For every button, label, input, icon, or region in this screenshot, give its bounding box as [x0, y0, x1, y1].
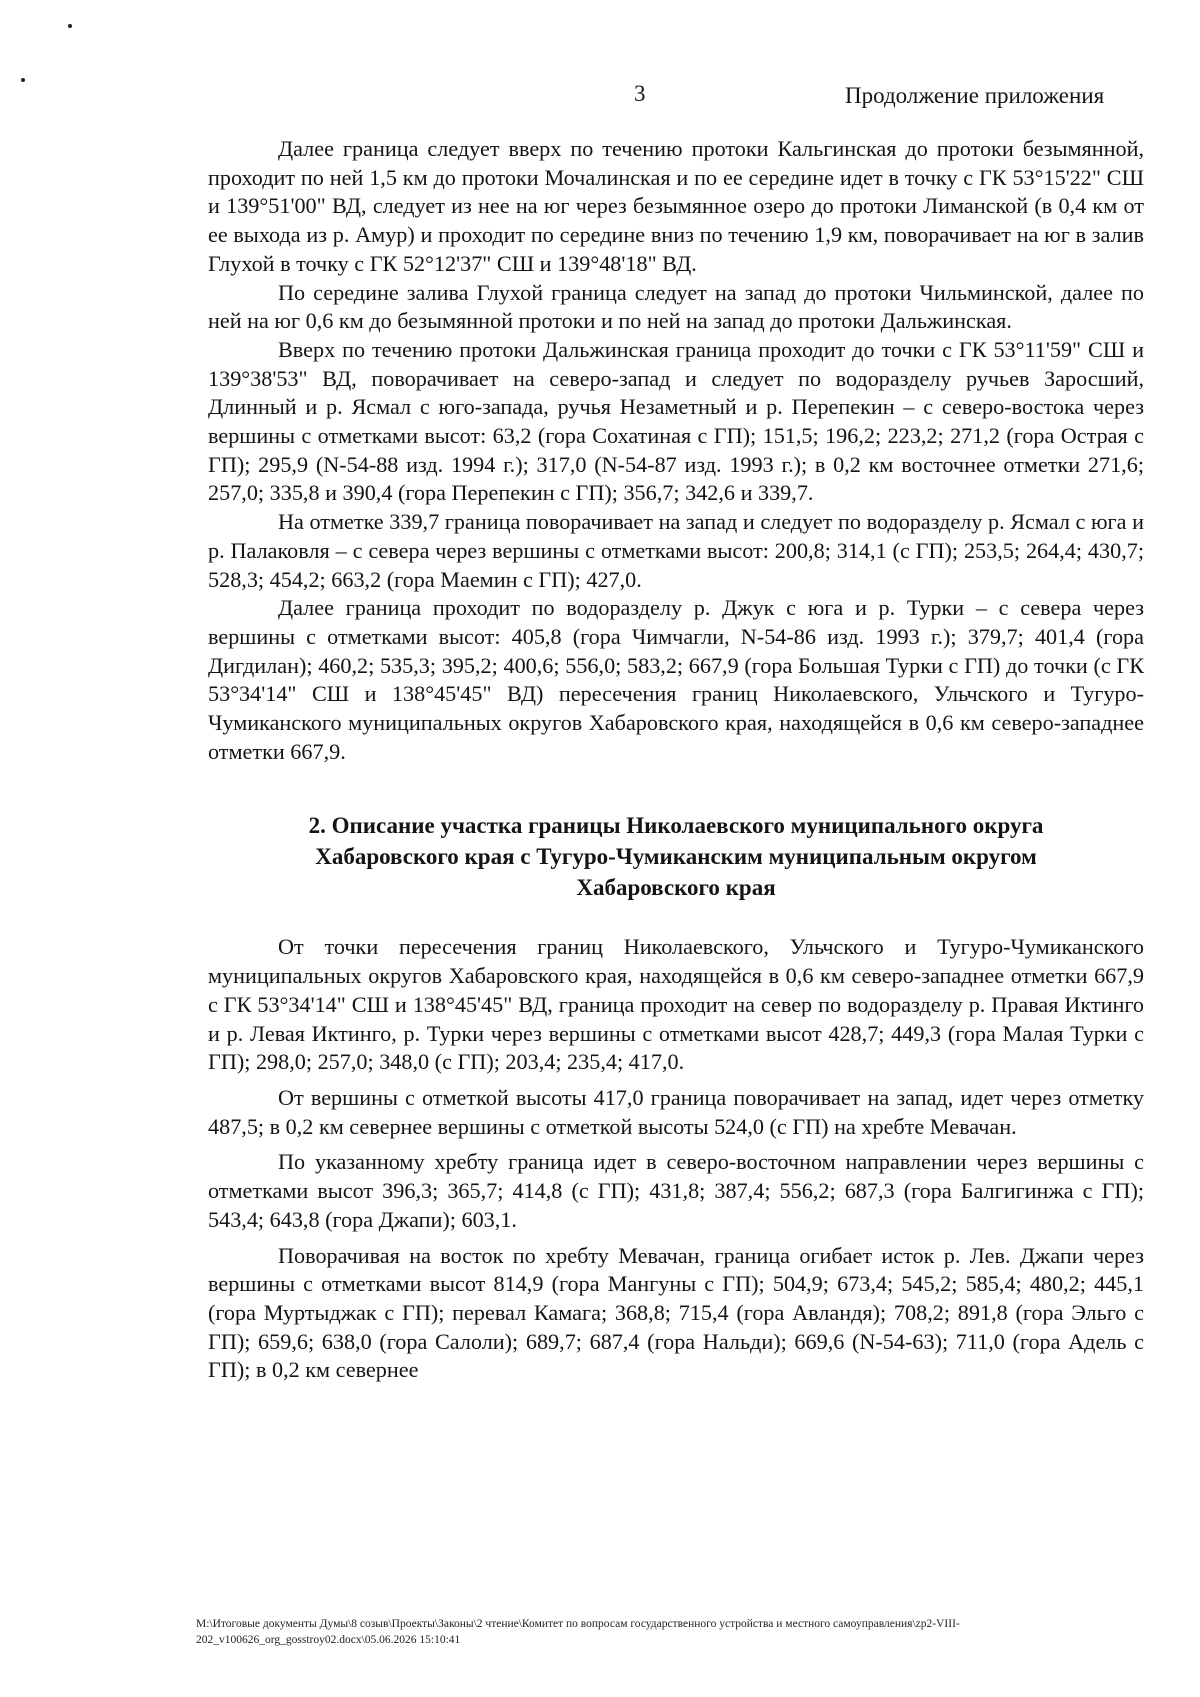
section-heading-line: 2. Описание участка границы Николаевского муниципального округа: [308, 813, 1044, 839]
paragraph: От вершины с отметкой высоты 417,0 граница поворачивает на запад, идет через отметку 487,5; в 0,2 км севернее вершины с отметкой высоты 524,0 (с ГП) на хребте Мевачан.: [208, 1084, 1144, 1139]
paragraph: По середине залива Глухой граница следует на запад до протоки Чильминской, далее по ней на юг 0,6 км до безымянной протоки и по ней на запад до протоки Дальжинская.: [208, 279, 1144, 334]
scan-speck: [21, 78, 25, 82]
section-1-continuation: [208, 135, 1144, 766]
section-heading-line: Хабаровского края: [576, 875, 776, 901]
scan-speck: [68, 24, 72, 28]
page-number: 3: [634, 81, 646, 106]
paragraph: По указанному хребту граница идет в северо-восточном направлении через вершины с отметками высот 396,3; 365,7; 414,8 (с ГП); 431,8; 387,4; 556,2; 687,3 (гора Балгигинжа с ГП); 543,4; 643,8 (гора Джапи); 603,1.: [208, 1149, 1144, 1232]
section-heading: [208, 810, 1144, 903]
paragraph: На отметке 339,7 граница поворачивает на запад и следует по водоразделу р. Ясмал с юга и р. Палаковля – с севера через вершины с отметками высот: 200,8; 314,1 (с ГП); 253,5; 264,4; 430,7; 528,3; 454,2; 663,2 (гора Маемин с ГП); 427,0.: [208, 509, 1144, 592]
paragraph: От точки пересечения границ Николаевского, Ульчского и Тугуро-Чумиканского муниципальных округов Хабаровского края, находящейся в 0,6 км северо-западнее отметки 667,9 с ГК 53°34'14" СШ и 138°45'45" ВД, граница проходит на север по водоразделу р. Правая Иктинго и р. Левая Иктинго, р. Турки через вершины с отметками высот 428,7; 449,3 (гора Малая Турки с ГП); 298,0; 257,0; 348,0 (с ГП); 203,4; 235,4; 417,0.: [208, 934, 1144, 1075]
document-body: [208, 135, 1144, 1385]
section-heading-line: Хабаровского края с Тугуро-Чумиканским муниципальным округом: [315, 844, 1037, 870]
paragraph: Далее граница следует вверх по течению протоки Кальгинская до протоки безымянной, проходит по ней 1,5 км до протоки Мочалинская и по ее середине идет в точку с ГК 53°15'22" СШ и 139°51'00" ВД, следует из нее на юг через безымянное озеро до протоки Лиманской (в 0,4 км от ее выхода из р. Амур) и проходит по середине вниз по течению 1,9 км, поворачивает на юг в залив Глухой в точку с ГК 52°12'37" СШ и 139°48'18" ВД.: [208, 136, 1144, 276]
paragraph: Вверх по течению протоки Дальжинская граница проходит до точки с ГК 53°11'59" СШ и 139°38'53" ВД, поворачивает на северо-запад и следует по водоразделу ручьев Заросший, Длинный и р. Ясмал с юго-запада, ручья Незаметный и р. Перепекин – с северо-востока через вершины с отметками высот: 63,2 (гора Сохатиная с ГП); 151,5; 196,2; 223,2; 271,2 (гора Острая с ГП); 295,9 (N-54-88 изд. 1994 г.); 317,0 (N-54-87 изд. 1993 г.); в 0,2 км восточнее отметки 271,6; 257,0; 335,8 и 390,4 (гора Перепекин с ГП); 356,7; 342,6 и 339,7.: [208, 336, 1144, 506]
paragraph: Далее граница проходит по водоразделу р. Джук с юга и р. Турки – с севера через вершины с отметками высот: 405,8 (гора Чимчагли, N-54-86 изд. 1993 г.); 379,7; 401,4 (гора Дигдилан); 460,2; 535,3; 395,2; 400,6; 556,0; 583,2; 667,9 (гора Большая Турки с ГП) до точки (с ГК 53°34'14" СШ и 138°45'45" ВД) пересечения границ Николаевского, Ульчского и Тугуро-Чумиканского муниципальных округов Хабаровского края, находящейся в 0,6 км северо-западнее отметки 667,9.: [208, 595, 1144, 764]
section-2: [208, 810, 1144, 1385]
running-header: Продолжение приложения: [845, 83, 1105, 108]
paragraph: Поворачивая на восток по хребту Мевачан, граница огибает исток р. Лев. Джапи через вершины с отметками высот 814,9 (гора Мангуны с ГП); 504,9; 673,4; 545,2; 585,4; 480,2; 445,1 (гора Муртыджак с ГП); перевал Камага; 368,8; 715,4 (гора Авландя); 708,2; 891,8 (гора Эльго с ГП); 659,6; 638,0 (гора Салоли); 689,7; 687,4 (гора Нальди); 669,6 (N-54-63); 711,0 (гора Адель с ГП); в 0,2 км севернее: [208, 1242, 1144, 1383]
footer-file-path: M:\Итоговые документы Думы\8 созыв\Проекты\Законы\2 чтение\Комитет по вопросам государственного устройства и местного самоуправления\zp2-VIII-202_v100626_org_gosstroy02.docx\05.06.2026 15:10:41: [196, 1618, 960, 1646]
